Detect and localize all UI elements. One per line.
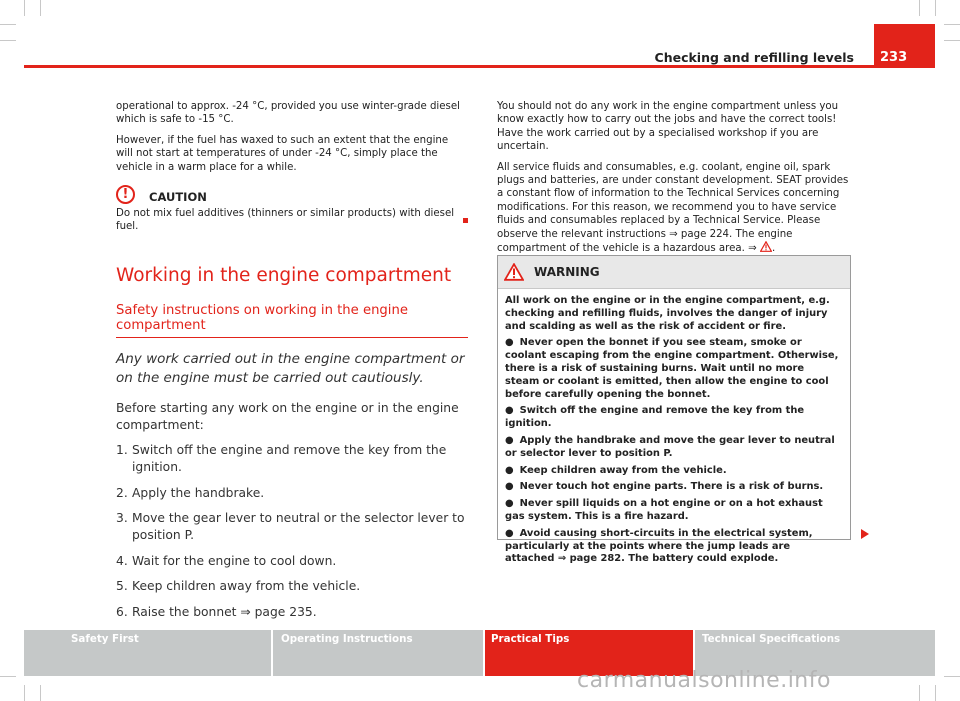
section-heading: Safety instructions on working in the engine compartment xyxy=(116,303,468,338)
crop-mark xyxy=(944,40,960,41)
crop-mark xyxy=(24,685,25,701)
list-item xyxy=(116,553,468,570)
crop-mark xyxy=(0,40,16,41)
step-text: Raise the bonnet ⇒ page 235. xyxy=(132,604,317,619)
footer-tab-label: Technical Specifications xyxy=(702,633,841,645)
engine-work-paragraph: You should not do any work in the engine compartment unless you know exactly how to carry out the jobs and have the correct tools! Have the work carried out by a specialised workshop if you are uncertain. xyxy=(497,101,839,153)
diesel-paragraph-1: operational to approx. -24 °C, provided you use winter-grade diesel which is safe to -15 °C. xyxy=(116,101,460,126)
caution-label: CAUTION xyxy=(149,190,207,205)
step-number: 6. xyxy=(116,604,128,619)
footer-tab-safety-first[interactable] xyxy=(24,630,271,676)
list-item xyxy=(116,578,468,595)
crop-mark xyxy=(0,24,16,25)
list-item xyxy=(116,604,468,621)
bullet-icon: ● xyxy=(505,464,514,476)
list-item xyxy=(505,465,840,478)
warning-item-text: Apply the handbrake and move the gear lever to neutral or selector lever to position P. xyxy=(505,434,835,459)
warning-item-text: Keep children away from the vehicle. xyxy=(519,464,727,476)
bullet-icon: ● xyxy=(505,337,514,349)
diesel-paragraph-2: However, if the fuel has waxed to such an extent that the engine will not start at temperatures of under -24 °C, simply place the vehicle in a warm place for a while. xyxy=(116,134,449,173)
warning-item-text: Never touch hot engine parts. There is a risk of burns. xyxy=(519,481,824,493)
step-number: 1. xyxy=(116,443,128,458)
chapter-heading: Working in the engine compartment xyxy=(116,264,452,286)
right-column xyxy=(497,100,852,255)
page-number: 233 xyxy=(880,50,908,65)
crop-mark xyxy=(24,0,25,16)
crop-mark xyxy=(944,24,960,25)
lead-text: Any work carried out in the engine compartment or on the engine must be carried out cautiously. xyxy=(116,350,465,387)
crop-mark xyxy=(919,0,920,16)
list-item xyxy=(116,442,468,476)
bullet-icon: ● xyxy=(505,498,514,510)
warning-triangle-icon xyxy=(760,241,772,252)
list-item xyxy=(505,337,840,401)
warning-box xyxy=(497,255,851,565)
warning-item-text: Never open the bonnet if you see steam, smoke or coolant escaping from the engine compartment. Otherwise, there is a risk of sustaining burns. Wait until no more steam or coolant is emitted, then allow the engine to cool before carefully opening the bonnet. xyxy=(505,337,839,400)
list-item xyxy=(505,528,840,566)
list-item xyxy=(505,498,840,524)
running-header-title: Checking and refilling levels xyxy=(654,50,854,65)
crop-mark xyxy=(935,685,936,701)
exclamation-icon: ! xyxy=(116,185,135,204)
bullet-icon: ● xyxy=(505,434,514,446)
caution-text: Do not mix fuel additives (thinners or similar products) with diesel fuel. xyxy=(116,208,455,233)
step-number: 2. xyxy=(116,485,128,500)
list-item xyxy=(505,405,840,431)
warning-triangle-icon xyxy=(504,263,524,281)
caution-header xyxy=(116,184,468,204)
crop-mark xyxy=(935,0,936,16)
footer-tab-label: Operating Instructions xyxy=(281,633,413,645)
step-number: 5. xyxy=(116,579,128,594)
step-text: Move the gear lever to neutral or the selector lever to position P. xyxy=(132,511,465,543)
service-fluids-text: All service fluids and consumables, e.g. coolant, engine oil, spark plugs and batteries, are under constant development. SEAT provides a constant flow of information to the Technical Services concerning modifications. For this reason, we recommend you to have service fluids and consumables replaced by a Technical Service. Please observe the relevant instructions ⇒ page 224. The engine compartment of the vehicle is a hazardous area. xyxy=(497,161,849,255)
warning-item-text: Switch off the engine and remove the key from the ignition. xyxy=(505,405,805,430)
bullet-icon: ● xyxy=(505,527,514,539)
header-rule xyxy=(24,65,935,68)
step-text: Apply the handbrake. xyxy=(132,485,265,500)
bullet-icon: ● xyxy=(505,405,514,417)
footer-tab-label: Safety First xyxy=(71,633,139,645)
warning-header xyxy=(498,256,850,289)
crop-mark xyxy=(0,676,16,677)
crop-mark xyxy=(944,676,960,677)
intro-text: Before starting any work on the engine or in the engine compartment: xyxy=(116,400,459,432)
step-number: 3. xyxy=(116,511,128,526)
step-number: 4. xyxy=(116,553,128,568)
steps-list xyxy=(116,442,468,621)
warning-title: WARNING xyxy=(534,265,600,279)
step-text: Switch off the engine and remove the key from the ignition. xyxy=(132,443,447,475)
caution-body xyxy=(116,207,468,234)
continued-arrow-icon xyxy=(861,529,869,539)
list-item xyxy=(116,485,468,502)
warning-item-text: Avoid causing short-circuits in the electrical system, particularly at the points where the jump leads are attached ⇒ page 282. The battery could explode. xyxy=(505,527,813,565)
left-column xyxy=(116,100,468,621)
step-text: Wait for the engine to cool down. xyxy=(132,553,337,568)
warning-body xyxy=(498,289,850,566)
crop-mark xyxy=(40,0,41,16)
warning-intro: All work on the engine or in the engine compartment, e.g. checking and refilling fluids, involves the danger of injury and scalding as well as the risk of accident or fire. xyxy=(505,295,830,332)
bullet-icon: ● xyxy=(505,481,514,493)
watermark: carmanualsonline.info xyxy=(577,668,831,693)
crop-mark xyxy=(40,685,41,701)
list-item xyxy=(505,481,840,494)
footer-tab-label: Practical Tips xyxy=(491,633,570,645)
end-of-section-icon xyxy=(463,218,468,223)
warning-item-text: Never spill liquids on a hot engine or on a hot exhaust gas system. This is a fire hazard. xyxy=(505,498,823,522)
list-item xyxy=(116,510,468,544)
cross-reference-arrow: ⇒ xyxy=(748,243,757,255)
crop-mark xyxy=(919,685,920,701)
list-item xyxy=(505,435,840,461)
step-text: Keep children away from the vehicle. xyxy=(132,579,361,594)
service-fluids-paragraph: All service fluids and consumables, e.g. coolant, engine oil, spark plugs and batteries, are under constant development. SEAT provides a constant flow of information to the Technical Services concerning modifications. For this reason, we recommend you to have service fluids and consumables replaced by a Technical Service. Please observe the relevant instructions ⇒ page 224. The engine compartment of the vehicle is a hazardous area. ⇒ . xyxy=(497,161,849,255)
